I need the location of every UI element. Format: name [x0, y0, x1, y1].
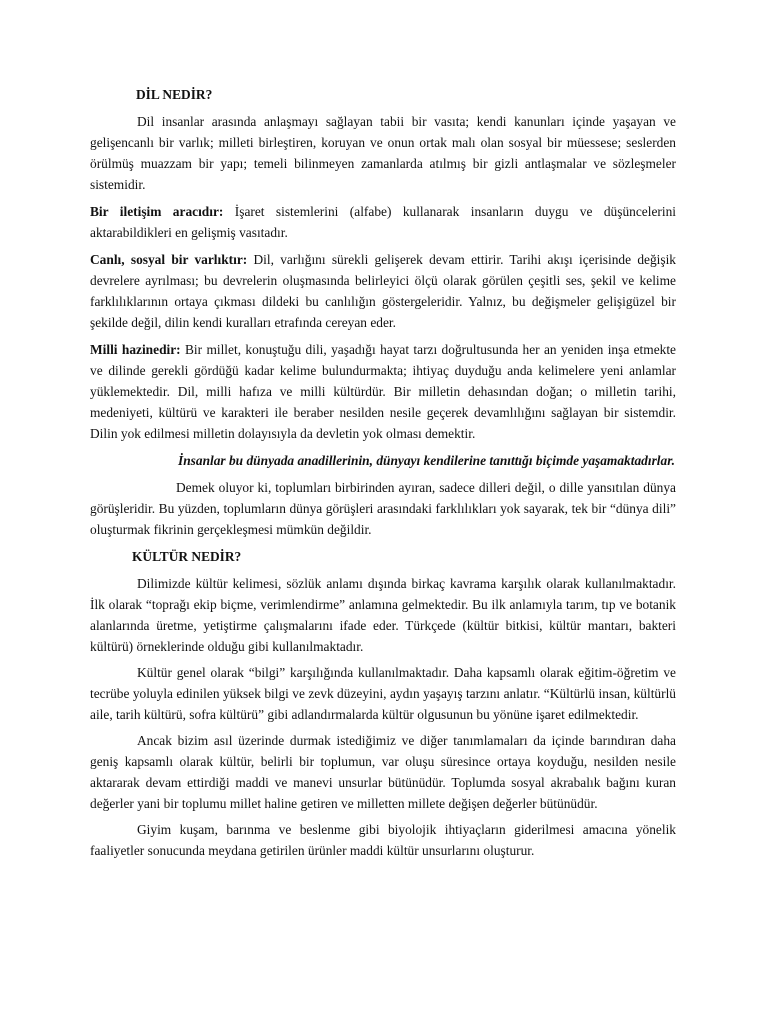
lead-milli-hazine: Milli hazinedir:	[90, 342, 181, 357]
paragraph-kultur-bilgi: Kültür genel olarak “bilgi” karşılığında kullanılmaktadır. Daha kapsamlı olarak eğitim-öğretim ve tecrübe yoluyla edinilen yüksek bilgi ve zevk düzeyini, aydın yaşayış tarzını anlatır. “Kültürlü insan, kültürlü aile, tarih kültürü, sofra kültürü” gibi adlandırmalarda kültür olgusunun bu yönüne işaret edilmektedir.	[90, 665, 676, 722]
paragraph-iletisim-araci	[90, 201, 676, 243]
lead-canli-sosyal-varlik: Canlı, sosyal bir varlıktır:	[90, 252, 248, 267]
heading-dil-nedir: DİL NEDİR?	[136, 87, 213, 102]
paragraph-kultur-tanim: Ancak bizim asıl üzerinde durmak istediğimiz ve diğer tanımlamaları da içinde barındıran daha geniş kapsamlı olarak kültür, belirli bir toplumun, var oluşu süresince ortaya koyduğu, nesilden nesile aktararak devam ettirdiği maddi ve manevi unsurlar bütünüdür. Toplumda sosyal akrabalık bağını kuran değerler yani bir toplumu millet haline getiren ve milletten millete değişen değerler bütünüdür.	[90, 733, 676, 811]
paragraph-canli-sosyal-varlik	[90, 249, 676, 333]
document-page	[90, 84, 676, 861]
paragraph-kultur-kelimesi: Dilimizde kültür kelimesi, sözlük anlamı dışında birkaç kavrama karşılık olarak kullanılmaktadır. İlk olarak “toprağı ekip biçme, verimlendirme” anlamına gelmektedir. Bu ilk anlamıyla tarım, tıp ve botanik alanlarında üretme, yetiştirme çalışmalarını ifade eder. Türkçede (kültür bitkisi, kültür mantarı, bakteri kültürü) örneklerinde olduğu gibi kullanılmaktadır.	[90, 576, 676, 654]
text-iletisim-araci: İşaret sistemlerini (alfabe) kullanarak insanların duygu ve düşüncelerini aktarabildikleri en gelişmiş vasıtadır.	[90, 204, 676, 240]
paragraph-dunya-gorusu: Demek oluyor ki, toplumları birbirinden ayıran, sadece dilleri değil, o dille yansıtılan dünya görüşleridir. Bu yüzden, toplumların dünya görüşleri arasındaki farklılıkları yok sayarak, tek bir “dünya dili” oluşturmak fikrinin gerçekleşmesi mümkün değildir.	[90, 480, 676, 537]
paragraph-dil-intro: Dil insanlar arasında anlaşmayı sağlayan tabii bir vasıta; kendi kanunları içinde yaşayan ve gelişencanlı bir varlık; milleti birleştiren, koruyan ve onun ortak malı olan sosyal bir müessese; seslerden örülmüş muazzam bir yapı; temeli bilinmeyen zamanlarda atılmış bir gizli antlaşmalar ve sözleşmeler sistemidir.	[90, 114, 676, 192]
text-milli-hazine: Bir millet, konuştuğu dili, yaşadığı hayat tarzı doğrultusunda her an yeniden inşa etmekte ve dilinde gerekli gördüğü kadar kelime bulundurmakta; ihtiyaç duyduğu anda kelimelere yeni anlamlar yüklemektedir. Dil, milli hafıza ve milli kültürdür. Bir milletin dehasından doğan; o milletin tarihi, medeniyeti, kültürü ve karakteri ile beraber nesilden nesile geçerek devamlılığını sağlayan bir sistemdir. Dilin yok edilmesi milletin dolayısıyla da devletin yok olması demektir.	[90, 342, 676, 441]
text-canli-sosyal-varlik: Dil, varlığını sürekli gelişerek devam ettirir. Tarihi akışı içerisinde değişik devrelere ayrılması; bu devrelerin oluşmasında belirleyici ölçü olarak görülen çeşitli ses, şekil ve kelime farklılıklarının ortaya çıkması dildeki bu canlılığın göstergeleridir. Yalnız, bu değişmeler gelişigüzel bir şekilde değil, dilin kendi kuralları etrafında cereyan eder.	[90, 252, 676, 330]
lead-iletisim-araci: Bir iletişim aracıdır:	[90, 204, 224, 219]
paragraph-milli-hazine	[90, 339, 676, 444]
quote-anadil: İnsanlar bu dünyada anadillerinin, dünyayı kendilerine tanıttığı biçimde yaşamaktadırlar.	[178, 453, 676, 468]
heading-kultur-nedir: KÜLTÜR NEDİR?	[132, 549, 242, 564]
paragraph-maddi-kultur: Giyim kuşam, barınma ve beslenme gibi biyolojik ihtiyaçların giderilmesi amacına yönelik faaliyetler sonucunda meydana getirilen ürünler maddi kültür unsurlarını oluşturur.	[90, 822, 676, 858]
